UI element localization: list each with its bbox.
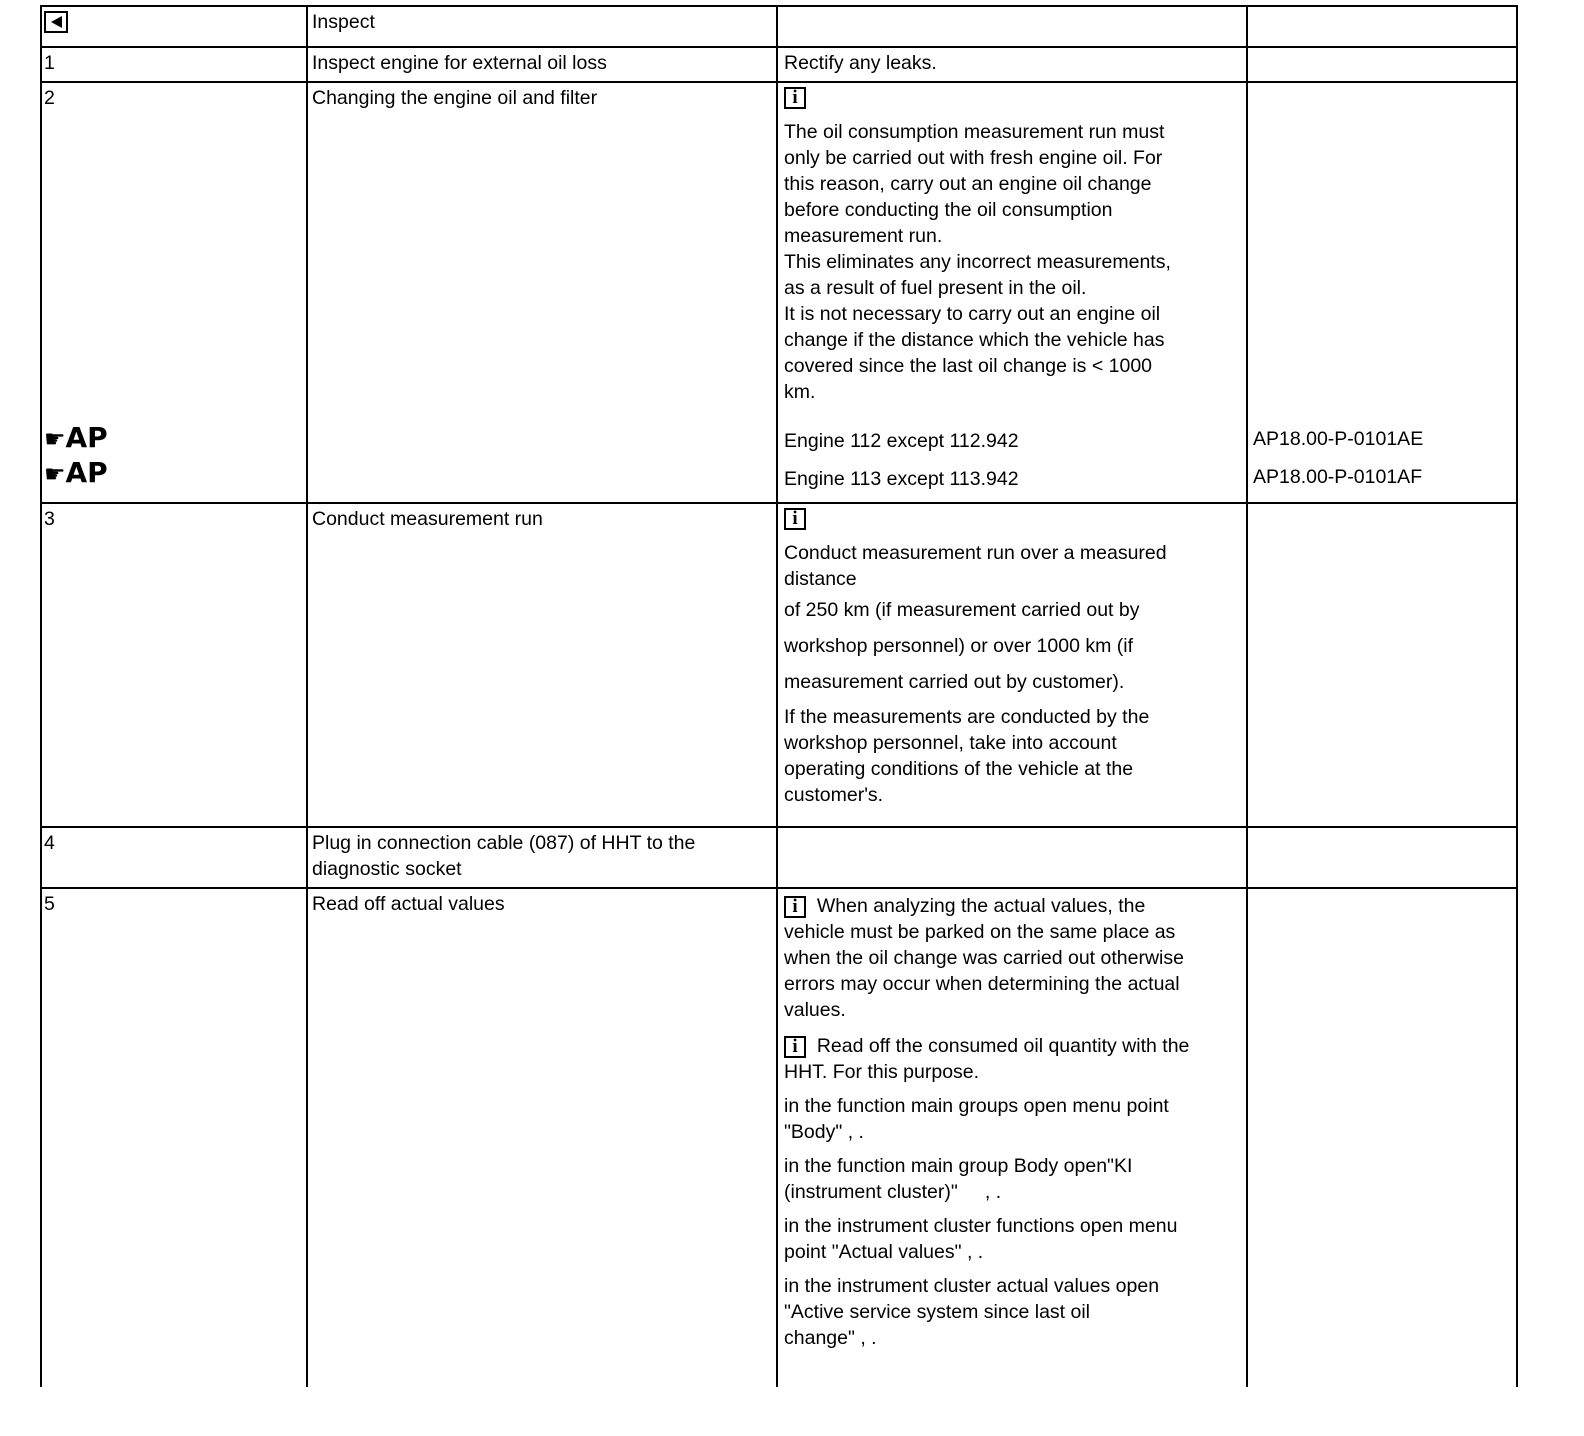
step-note: The oil consumption measurement run must only be carried out with fresh engine oil. For this reason, carry out an engine oil change before conducting the oil consumption measurement run. This eliminates any incorrect measurements, as a result of fuel present in the oil. It is not necessary to carry out an engine oil change if the distance which the vehicle has covered since the last oil change is < 1000 km. [784, 121, 1171, 403]
step-instruction: in the function main group Body open"KI (instrument cluster)" , . [784, 1155, 1133, 1203]
step-action: Conduct measurement run [312, 508, 543, 530]
procedure-table [40, 5, 1518, 1385]
header-title: Inspect [312, 11, 375, 33]
info-icon: i [784, 508, 1244, 530]
ref-description: Engine 113 except 113.942 [784, 468, 1019, 490]
step-instruction: in the instrument cluster functions open menu point "Actual values" , . [784, 1215, 1178, 1263]
ref-link-ae[interactable]: ☛AP [44, 421, 108, 454]
pointing-hand-icon: ☛ [44, 425, 66, 453]
table-row [40, 826, 1518, 888]
step-number: 1 [44, 52, 55, 74]
step-instruction: in the instrument cluster actual values open "Active service system since last oil change" , . [784, 1275, 1160, 1349]
table-row [40, 502, 1518, 827]
pointing-hand-icon: ☛ [44, 460, 66, 488]
info-icon: i [784, 87, 1244, 109]
info-icon: i [784, 1036, 806, 1058]
step-note: Rectify any leaks. [784, 52, 937, 74]
step-number: 3 [44, 508, 55, 530]
ref-code[interactable]: AP18.00-P-0101AF [1253, 466, 1423, 488]
step-action: Inspect engine for external oil loss [312, 52, 607, 74]
step-action: Read off actual values [312, 893, 505, 915]
table-row [40, 46, 1518, 82]
ref-description: Engine 112 except 112.942 [784, 430, 1019, 452]
step-action: Plug in connection cable (087) of HHT to the diagnostic socket [312, 832, 696, 880]
step-number: 4 [44, 832, 55, 854]
step-instruction: in the function main groups open menu point "Body" , . [784, 1095, 1169, 1143]
info-icon: i [784, 896, 806, 918]
table-header-row [40, 5, 1518, 46]
ref-code[interactable]: AP18.00-P-0101AE [1253, 428, 1424, 450]
step-action: Changing the engine oil and filter [312, 87, 598, 109]
ref-link-af[interactable]: ☛AP [44, 456, 108, 489]
step-number: 5 [44, 893, 55, 915]
table-row [40, 887, 1518, 1387]
step-number: 2 [44, 87, 55, 109]
step-note: i When analyzing the actual values, the vehicle must be parked on the same place as when the oil change was carried out otherwise errors may occur when determining the actual values. i Read off the consumed oil quantity with the HHT. For this purpose. in the function main groups open menu point "Body" , . in the function main group Body open"KI (instrument cluster)" , . in the instrument cluster functions open menu point "Actual values" , . in the instrument cluster actual values open "Active service system since last oil change" , . [784, 893, 1244, 1351]
back-arrow-icon[interactable] [44, 11, 68, 38]
step-note: Conduct measurement run over a measured distance of 250 km (if measurement carried out by workshop personnel) or over 1000 km (if measurement carried out by customer). If the measurements are conducted by the workshop personnel, take into account operating conditions of the vehicle at the customer's. [784, 542, 1167, 806]
table-row [40, 81, 1518, 503]
